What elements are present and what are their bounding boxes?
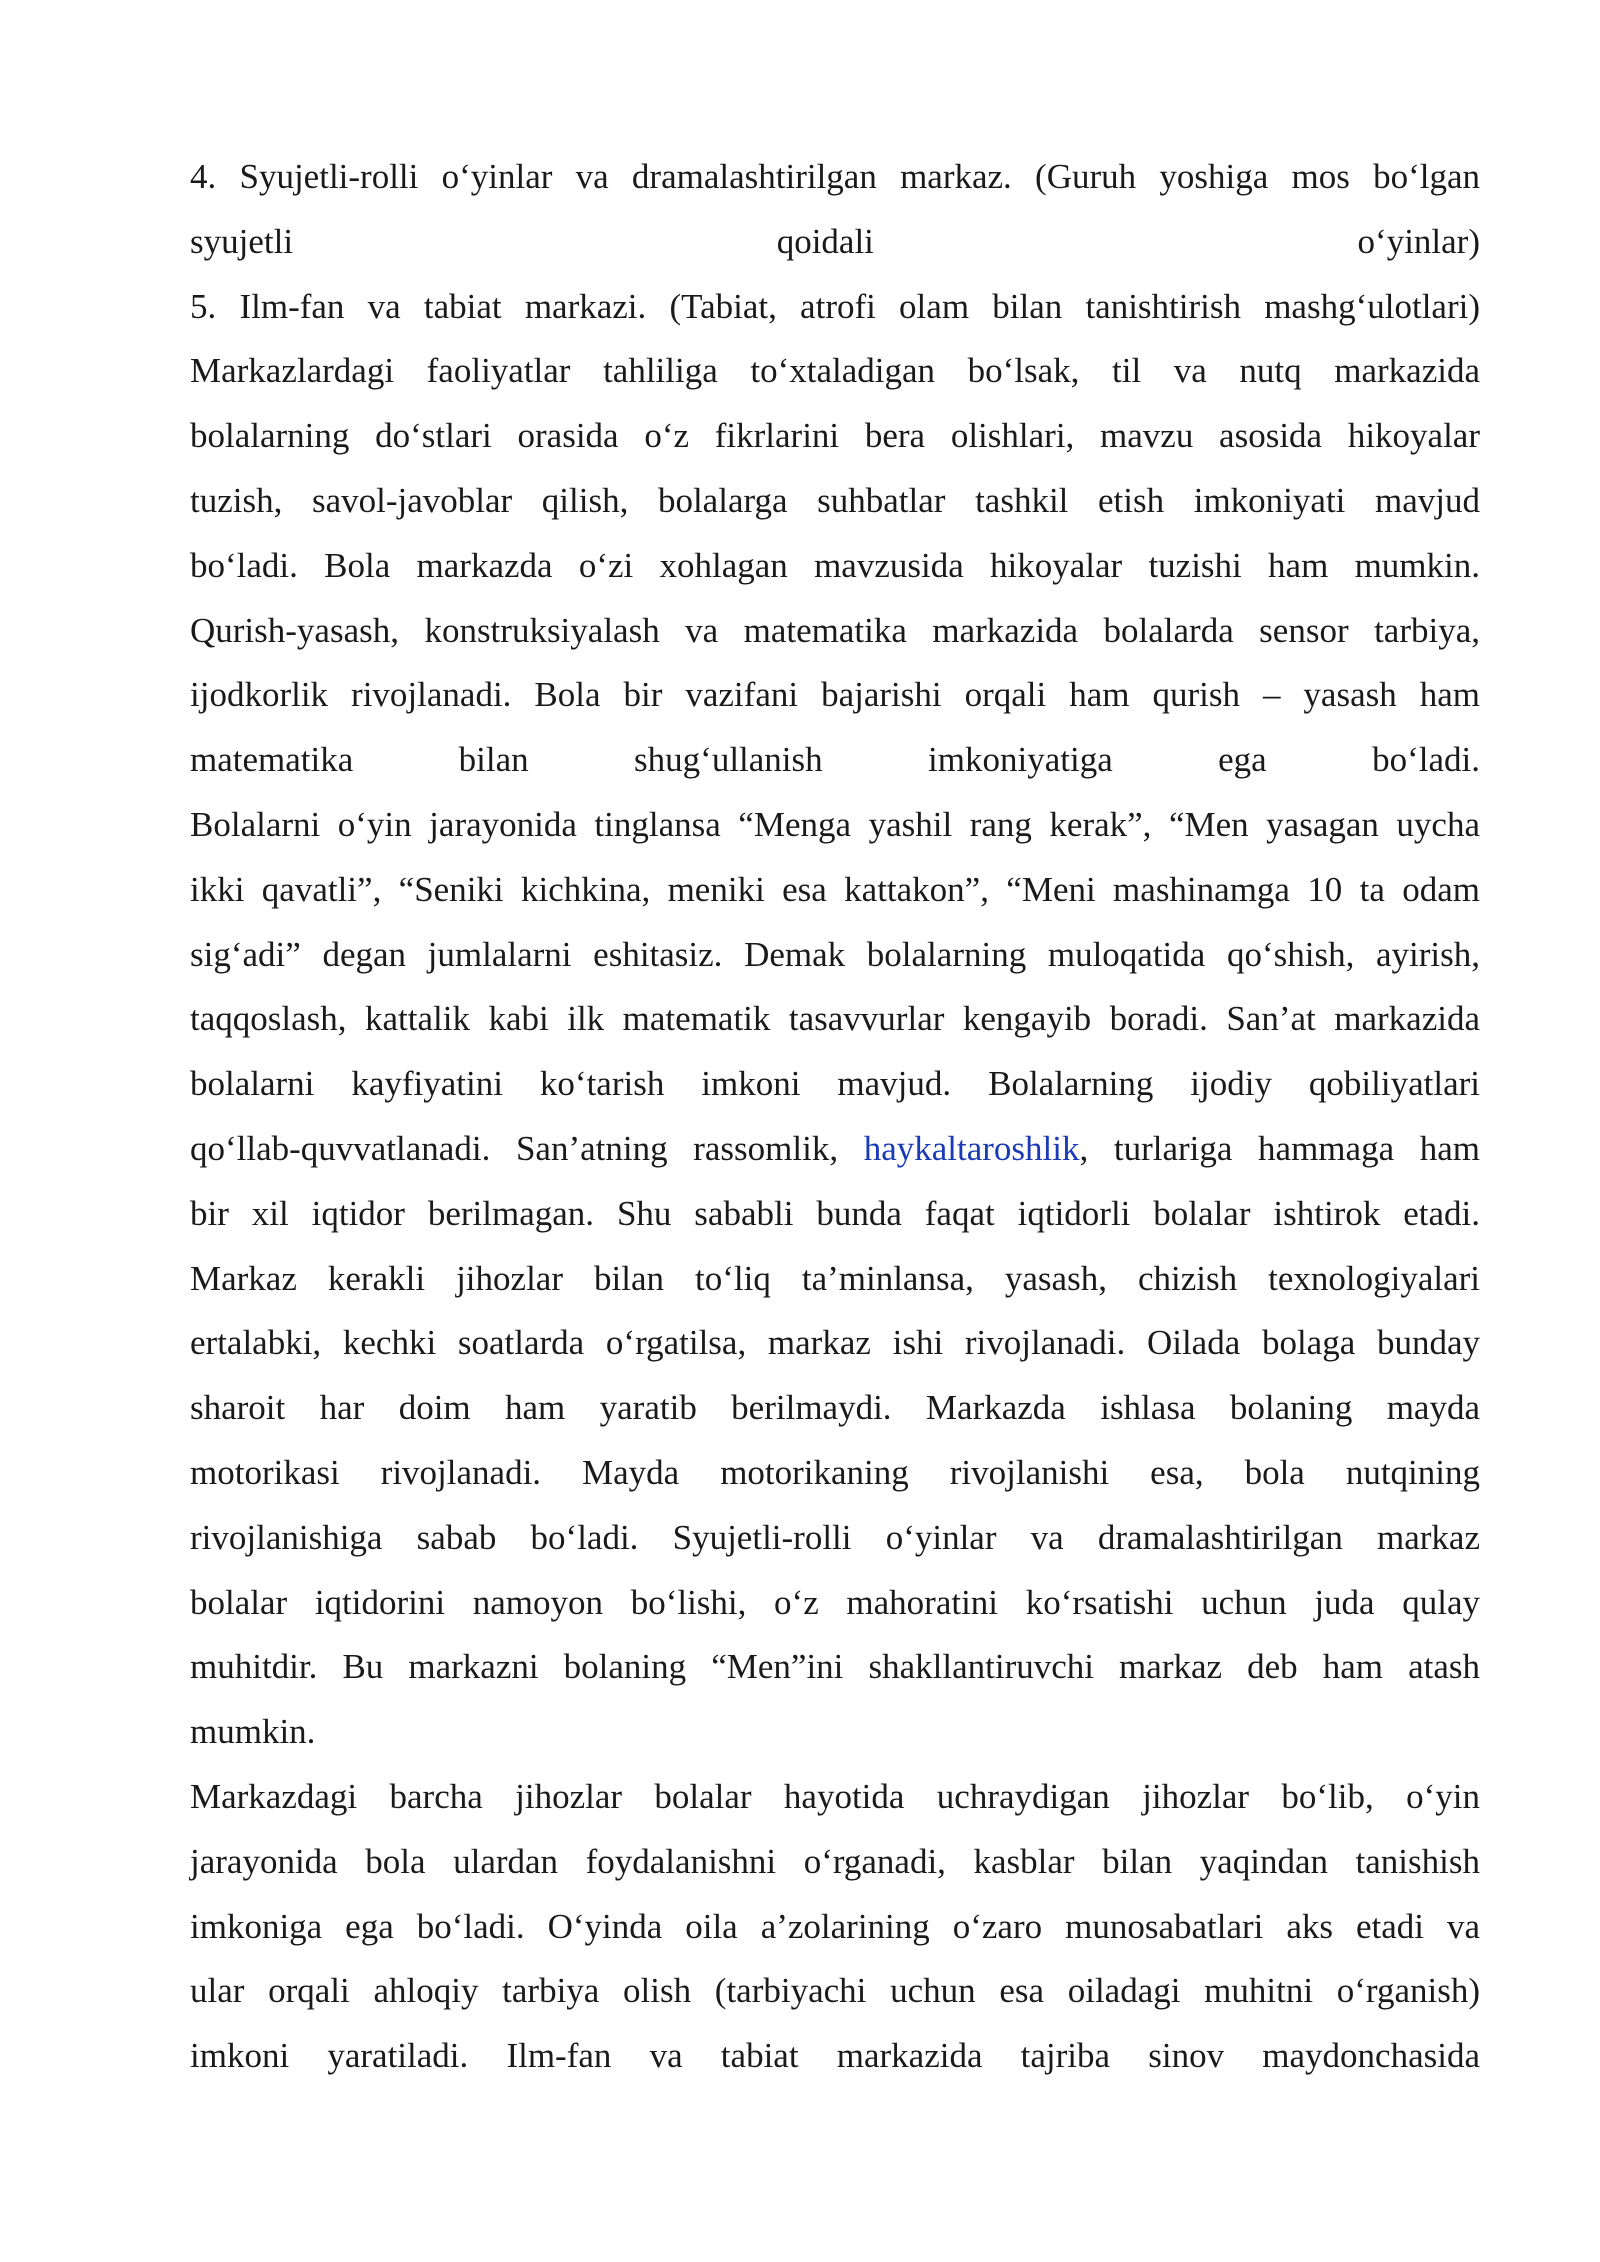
text-line: mumkin.: [190, 1712, 316, 1752]
text-line: rivojlanishiga sabab bo‘ladi. Syujetli-rolli o‘yinlar va dramalashtirilgan markaz: [190, 1517, 1480, 1557]
text-line: sharoit har doim ham yaratib berilmaydi. Markazda ishlasa bolaning mayda: [190, 1388, 1480, 1428]
text-line: Markaz kerakli jihozlar bilan to‘liq ta’minlansa, yasash, chizish texnologiyalari: [190, 1258, 1480, 1298]
text-line: bir xil iqtidor berilmagan. Shu sababli bunda faqat iqtidorli bolalar ishtirok etadi.: [190, 1193, 1480, 1233]
text-line: ular orqali ahloqiy tarbiya olish (tarbiyachi uchun esa oiladagi muhitni o‘rganish): [190, 1971, 1480, 2011]
text-line: bolalarni kayfiyatini ko‘tarish imkoni mavjud. Bolalarning ijodiy qobiliyatlari: [190, 1064, 1480, 1104]
text-line: imkoniga ega bo‘ladi. O‘yinda oila a’zolarining o‘zaro munosabatlari aks etadi va: [190, 1906, 1480, 1946]
text-line: motorikasi rivojlanadi. Mayda motorikaning rivojlanishi esa, bola nutqining: [190, 1452, 1480, 1492]
text-line: sig‘adi” degan jumlalarni eshitasiz. Demak bolalarning muloqatida qo‘shish, ayirish,: [190, 934, 1480, 974]
text-line: Markazlardagi faoliyatlar tahliliga to‘xtaladigan bo‘lsak, til va nutq markazida: [190, 351, 1480, 391]
text-line: jarayonida bola ulardan foydalanishni o‘rganadi, kasblar bilan yaqindan tanishish: [190, 1841, 1480, 1881]
text-line: bolalarning do‘stlari orasida o‘z fikrlarini bera olishlari, mavzu asosida hikoyalar: [190, 416, 1480, 456]
text-line: 4. Syujetli-rolli o‘yinlar va dramalashtirilgan markaz. (Guruh yoshiga mos bo‘lgan: [190, 157, 1480, 196]
text-line: 5. Ilm-fan va tabiat markazi. (Tabiat, atrofi olam bilan tanishtirish mashg‘ulotlari): [190, 286, 1480, 326]
text-segment: qo‘llab-quvvatlanadi. San’atning rassomlik,: [190, 1128, 864, 1168]
text-line: muhitdir. Bu markazni bolaning “Men”ini shakllantiruvchi markaz deb ham atash: [190, 1647, 1480, 1687]
text-line-with-link: [190, 1117, 1480, 1182]
text-line: bolalar iqtidorini namoyon bo‘lishi, o‘z mahoratini ko‘rsatishi uchun juda qulay: [190, 1582, 1480, 1622]
text-line: ertalabki, kechki soatlarda o‘rgatilsa, markaz ishi rivojlanadi. Oilada bolaga bunday: [190, 1323, 1480, 1363]
text-segment: , turlariga hammaga ham: [1079, 1128, 1480, 1168]
haykaltaroshlik-link[interactable]: haykaltaroshlik: [863, 1128, 1080, 1168]
text-line: imkoni yaratiladi. Ilm-fan va tabiat markazida tajriba sinov maydonchasida: [190, 2036, 1480, 2076]
text-line: taqqoslash, kattalik kabi ilk matematik tasavvurlar kengayib boradi. San’at markazida: [190, 999, 1480, 1039]
text-line: bo‘ladi. Bola markazda o‘zi xohlagan mavzusida hikoyalar tuzishi ham mumkin.: [190, 545, 1480, 585]
text-line: Bolalarni o‘yin jarayonida tinglansa “Menga yashil rang kerak”, “Men yasagan uycha: [190, 804, 1480, 844]
text-line: matematika bilan shug‘ullanish imkoniyatiga ega bo‘ladi.: [190, 740, 1480, 780]
document-page: [190, 145, 1480, 2089]
text-line: Markazdagi barcha jihozlar bolalar hayotida uchraydigan jihozlar bo‘lib, o‘yin: [190, 1776, 1480, 1816]
text-line: syujetli qoidali o‘yinlar): [190, 221, 1480, 261]
text-line: ijodkorlik rivojlanadi. Bola bir vazifani bajarishi orqali ham qurish – yasash ham: [190, 675, 1480, 715]
text-line: ikki qavatli”, “Seniki kichkina, meniki esa kattakon”, “Meni mashinamga 10 ta odam: [190, 869, 1480, 909]
text-line: Qurish-yasash, konstruksiyalash va matematika markazida bolalarda sensor tarbiya,: [190, 610, 1480, 650]
text-line: tuzish, savol-javoblar qilish, bolalarga suhbatlar tashkil etish imkoniyati mavjud: [190, 480, 1480, 520]
